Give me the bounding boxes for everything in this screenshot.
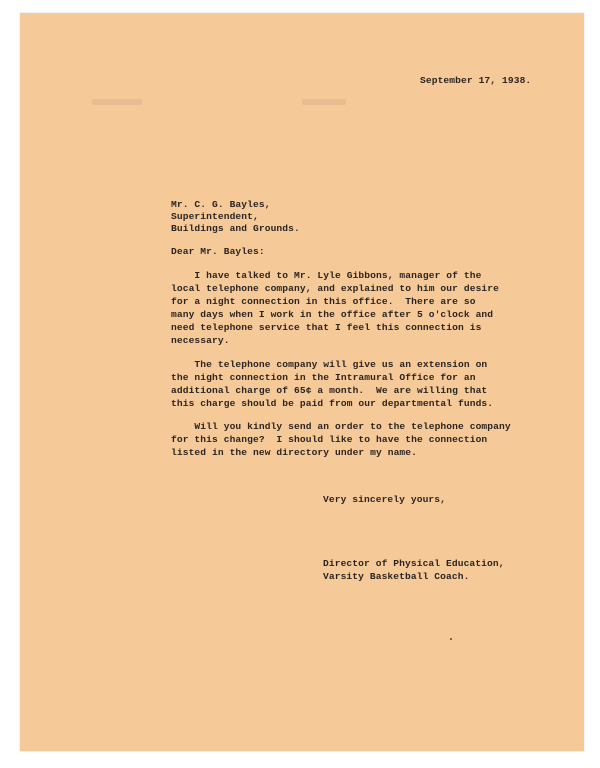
letter-date: September 17, 1938. [420, 75, 532, 86]
paragraph-line: many days when I work in the office after 5 o'clock and [171, 309, 494, 320]
paragraph-line: need telephone service that I feel this connection is [171, 322, 482, 333]
recipient-department: Buildings and Grounds. [171, 223, 300, 234]
paragraph-line: additional charge of 65¢ a month. We are willing that [171, 385, 488, 396]
recipient-name: Mr. C. G. Bayles, [171, 199, 271, 210]
paragraph-line: this charge should be paid from our departmental funds. [171, 398, 494, 409]
show-through-mark [302, 99, 346, 105]
signature-title-1: Director of Physical Education, [323, 558, 505, 569]
show-through-mark [92, 99, 142, 105]
signature-title-2: Varsity Basketball Coach. [323, 571, 470, 582]
paragraph-line: Will you kindly send an order to the telephone company [171, 421, 511, 432]
salutation: Dear Mr. Bayles: [171, 246, 265, 257]
closing: Very sincerely yours, [323, 494, 447, 505]
paragraph-line: for a night connection in this office. There are so [171, 296, 476, 307]
letter-page [20, 13, 584, 751]
paragraph-line: I have talked to Mr. Lyle Gibbons, manager of the [171, 270, 482, 281]
paragraph-line: the night connection in the Intramural Office for an [171, 372, 476, 383]
recipient-title: Superintendent, [171, 211, 259, 222]
paragraph-line: necessary. [171, 335, 230, 346]
paragraph-line: local telephone company, and explained to him our desire [171, 283, 500, 294]
paragraph-line: listed in the new directory under my name. [171, 447, 418, 458]
paragraph-line: The telephone company will give us an extension on [171, 359, 488, 370]
paper-speck [450, 638, 452, 640]
paragraph-line: for this change? I should like to have the connection [171, 434, 488, 445]
